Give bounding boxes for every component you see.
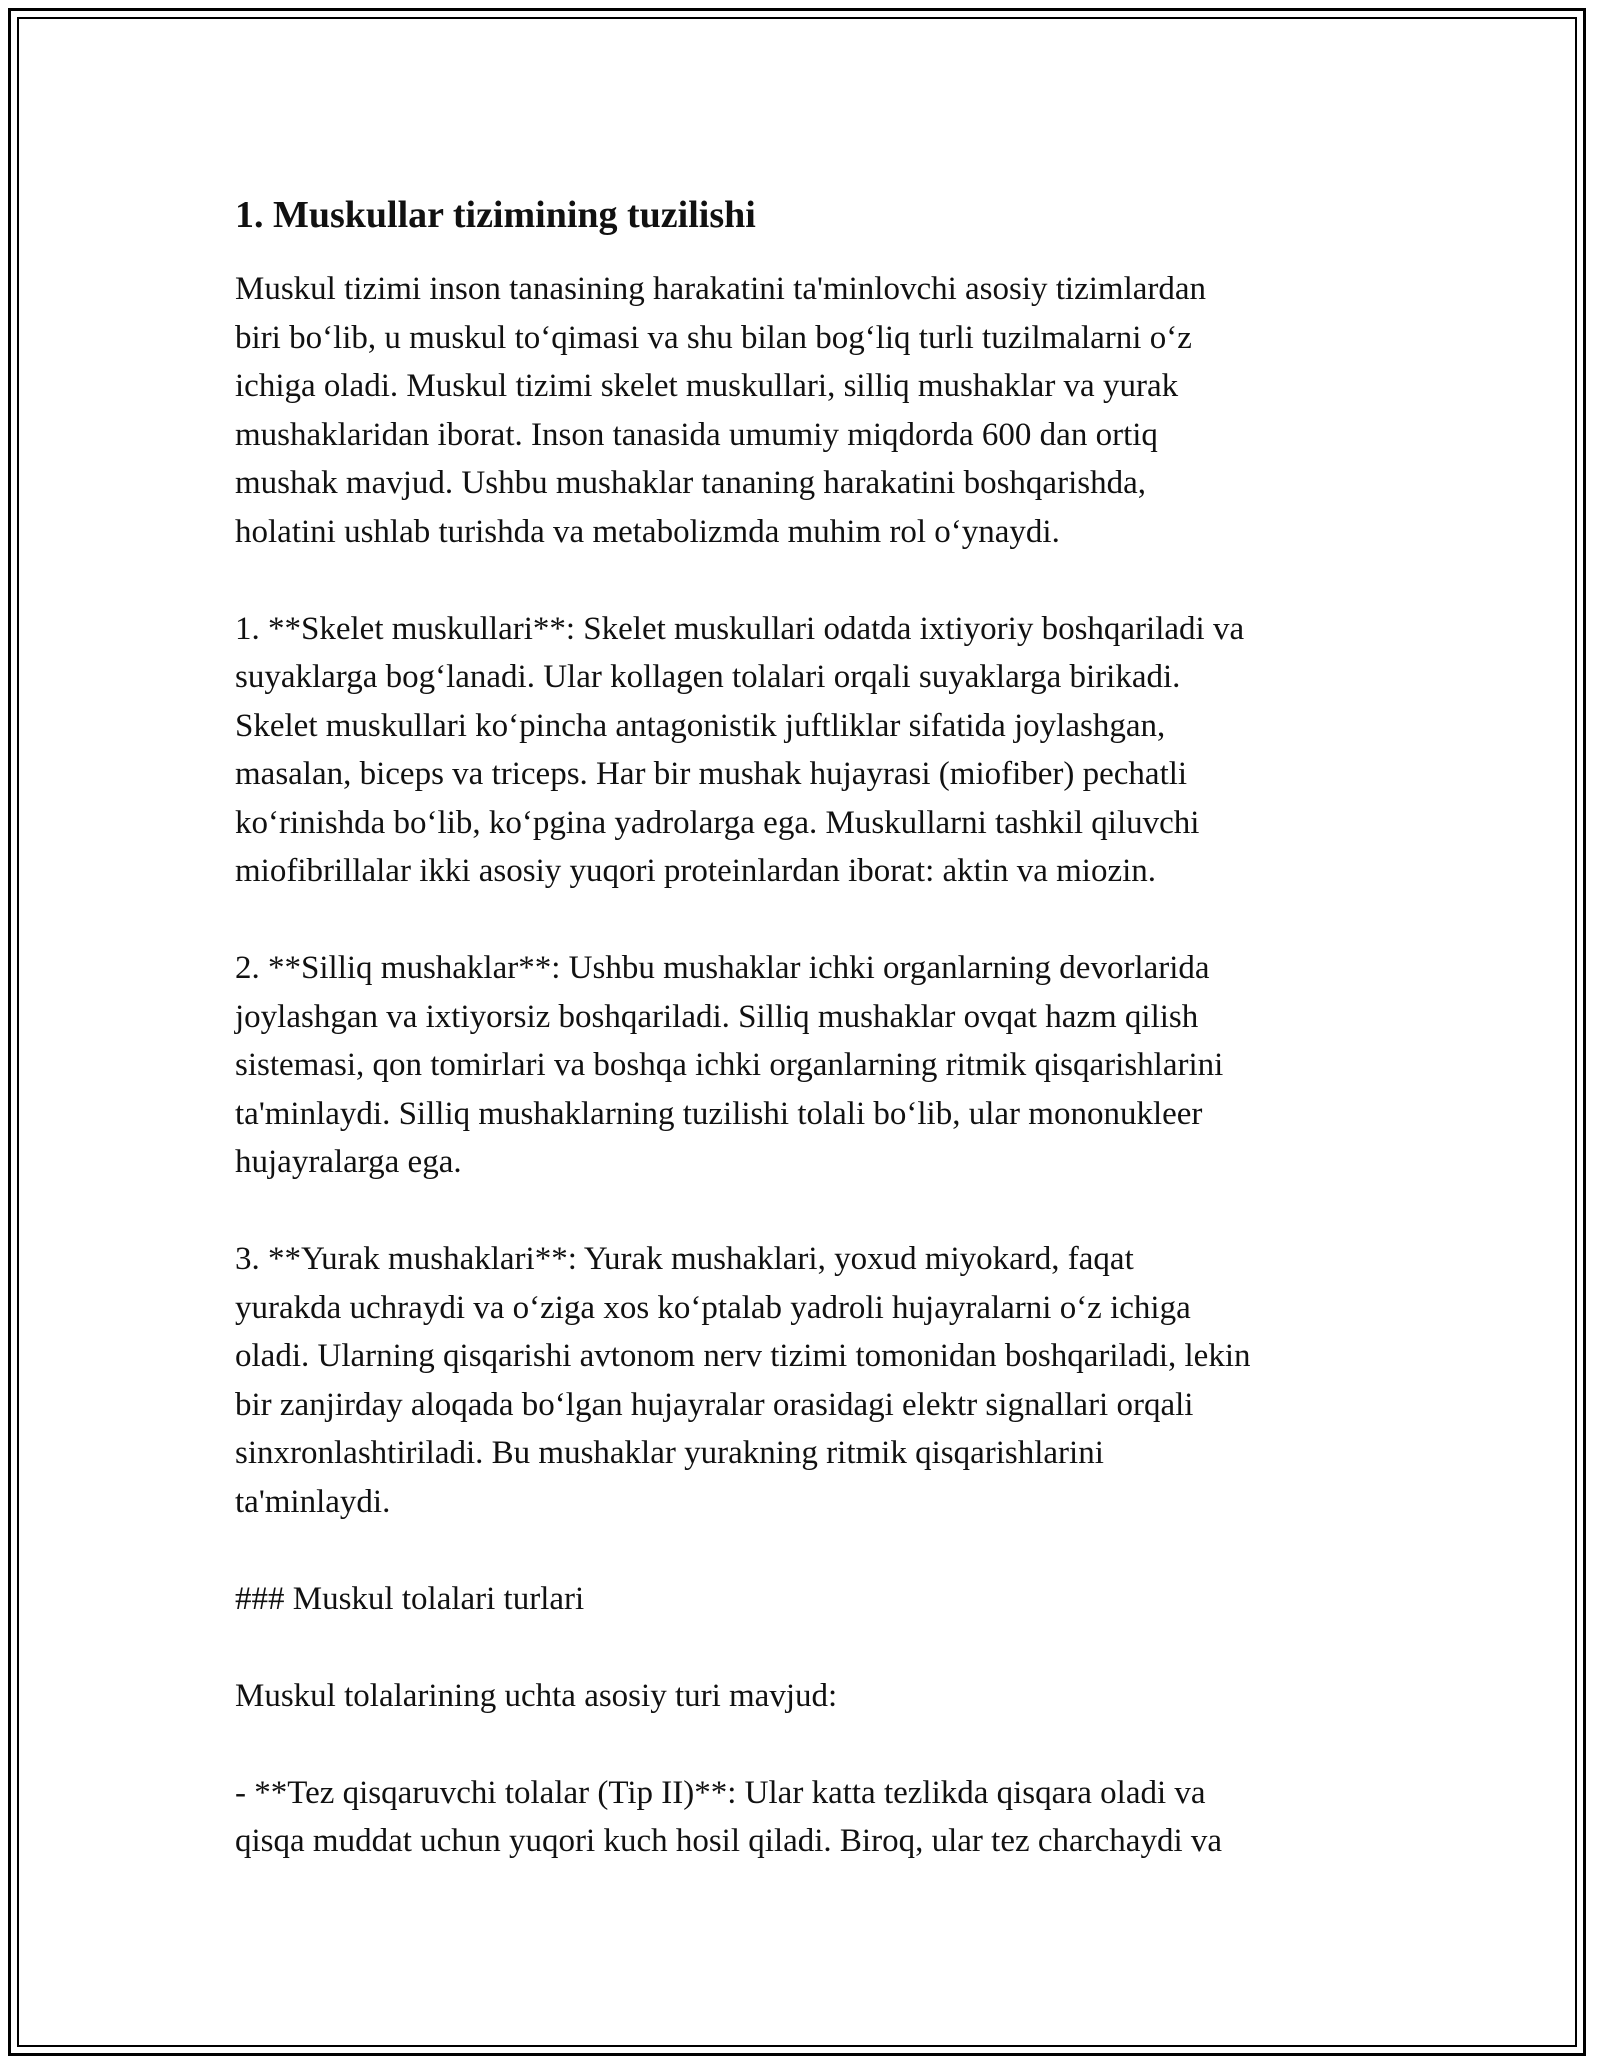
cardiac-muscles-paragraph: 3. **Yurak mushaklari**: Yurak mushaklari, yoxud miyokard, faqat yurakda uchraydi va o‘ziga xos ko‘ptalab yadroli hujayralarni o‘z ichiga oladi. Ularning qisqarishi avtonom nerv tizimi tomonidan boshqariladi, lekin bir zanjirday aloqada bo‘lgan hujayralar orasidagi elektr signallari orqali sinxronlashtiriladi. Bu mushaklar yurakning ritmik qisqarishlarini ta'minlaydi. [235, 1241, 1251, 1520]
subheading-fiber-types: ### Muskul tolalari turlari [235, 1580, 585, 1617]
document-body [235, 180, 1395, 1866]
skeletal-muscles-paragraph: 1. **Skelet muskullari**: Skelet muskullari odatda ixtiyoriy boshqariladi va suyaklarga bog‘lanadi. Ular kollagen tolalari orqali suyaklarga birikadi. Skelet muskullari ko‘pincha antagonistik juftliklar sifatida joylashgan, masalan, biceps va triceps. Har bir mushak hujayrasi (miofiber) pechatli ko‘rinishda bo‘lib, ko‘pgina yadrolarga ega. Muskullarni tashkil qiluvchi miofibrillalar ikki asosiy yuqori proteinlardan iborat: aktin va miozin. [235, 610, 1245, 889]
intro-paragraph: Muskul tizimi inson tanasining harakatini ta'minlovchi asosiy tizimlardan biri bo‘lib, u muskul to‘qimasi va shu bilan bog‘liq turli tuzilmalarni o‘z ichiga oladi. Muskul tizimi skelet muskullari, silliq mushaklar va yurak mushaklaridan iborat. Inson tanasida umumiy miqdorda 600 dan ortiq mushak mavjud. Ushbu mushaklar tananing harakatini boshqarishda, holatini ushlab turishda va metabolizmda muhim rol o‘ynaydi. [235, 271, 1207, 550]
fiber-types-intro: Muskul tolalarining uchta asosiy turi mavjud: [235, 1677, 838, 1714]
section-heading: 1. Muskullar tizimining tuzilishi [235, 194, 756, 236]
smooth-muscles-paragraph: 2. **Silliq mushaklar**: Ushbu mushaklar ichki organlarning devorlarida joylashgan va ixtiyorsiz boshqariladi. Silliq mushaklar ovqat hazm qilish sistemasi, qon tomirlari va boshqa ichki organlarning ritmik qisqarishlarini ta'minlaydi. Silliq mushaklarning tuzilishi tolali bo‘lib, ular mononukleer hujayralarga ega. [235, 950, 1224, 1180]
fast-twitch-fibers-paragraph: - **Tez qisqaruvchi tolalar (Tip II)**: Ular katta tezlikda qisqara oladi va qisqa muddat uchun yuqori kuch hosil qiladi. Biroq, ular tez charchaydi va [235, 1774, 1223, 1859]
